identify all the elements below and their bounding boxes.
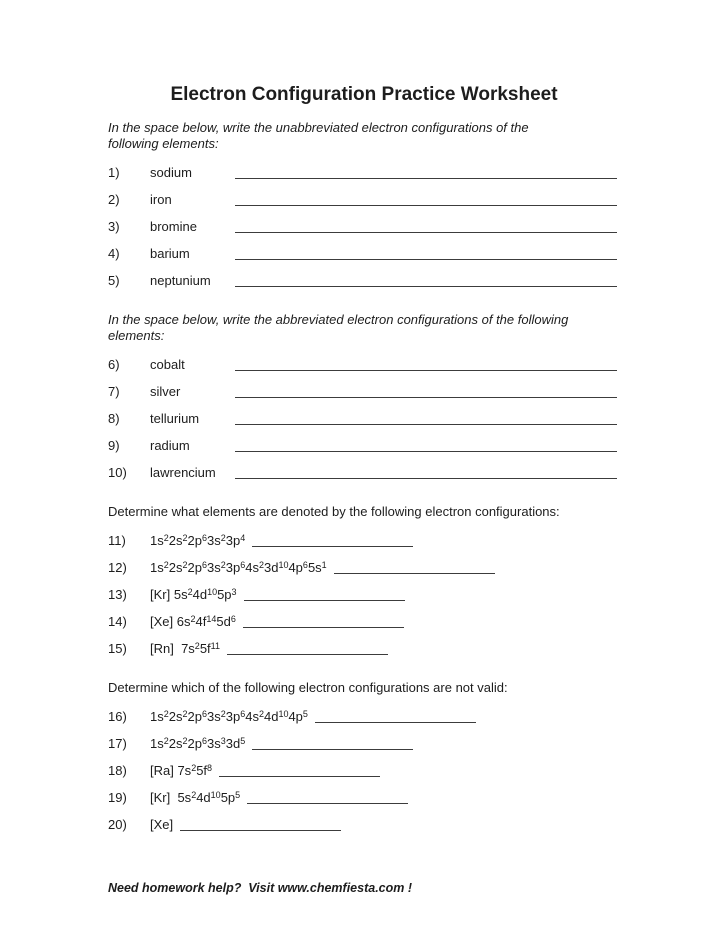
answer-line — [235, 439, 617, 452]
answer-line — [252, 534, 413, 547]
superscript-electron-count: 2 — [182, 559, 188, 570]
superscript-electron-count: 2 — [163, 708, 169, 719]
element-name: radium — [150, 438, 190, 453]
question-number: 3) — [108, 219, 120, 234]
question-number: 4) — [108, 246, 120, 261]
orbital-text: 4d — [192, 587, 208, 602]
orbital-text: 3s — [206, 533, 221, 548]
orbital-text: 2s — [168, 709, 183, 724]
answer-line — [180, 818, 341, 831]
orbital-text: 2p — [187, 709, 202, 724]
question-row — [108, 164, 617, 179]
answer-line — [235, 220, 617, 233]
superscript-electron-count: 2 — [182, 735, 188, 746]
superscript-electron-count: 3 — [220, 735, 226, 746]
orbital-text: [Kr] 5s — [150, 587, 188, 602]
orbital-text: 5p — [220, 790, 236, 805]
question-number: 12) — [108, 560, 127, 575]
electron-configuration — [150, 736, 245, 753]
question-number: 1) — [108, 165, 120, 180]
answer-line — [235, 466, 617, 479]
instruction-text: In the space below, write the abbreviated electron configurations of the following — [108, 312, 569, 327]
orbital-text: [Xe] 6s — [150, 614, 191, 629]
superscript-electron-count: 4 — [240, 532, 246, 543]
orbital-text: 1s — [150, 736, 164, 751]
element-name: barium — [150, 246, 190, 261]
electron-configuration — [150, 560, 327, 577]
answer-line — [235, 385, 617, 398]
orbital-text: 3d — [263, 560, 279, 575]
orbital-text: [Ra] 7s — [150, 763, 192, 778]
orbital-text: 4p — [288, 709, 303, 724]
superscript-electron-count: 6 — [201, 735, 207, 746]
electron-configuration — [150, 533, 245, 550]
superscript-electron-count: 6 — [201, 532, 207, 543]
question-row — [108, 218, 617, 233]
worksheet-section — [108, 680, 617, 831]
question-number: 13) — [108, 587, 127, 602]
orbital-text: [Rn] 7s — [150, 641, 195, 656]
question-row — [108, 559, 617, 574]
orbital-text: 4s — [245, 560, 259, 575]
worksheet-body — [108, 120, 617, 895]
instruction-text: Determine which of the following electron configurations are not valid: — [108, 680, 508, 695]
superscript-electron-count: 2 — [190, 613, 196, 624]
worksheet-section — [108, 312, 617, 479]
question-row — [108, 613, 617, 628]
answer-line — [219, 764, 380, 777]
element-name: silver — [150, 384, 181, 399]
question-number: 6) — [108, 357, 120, 372]
element-name: iron — [150, 192, 172, 207]
question-row — [108, 789, 617, 804]
electron-configuration — [150, 641, 220, 658]
superscript-electron-count: 6 — [302, 559, 308, 570]
orbital-text: 5f — [196, 763, 208, 778]
question-row — [108, 708, 617, 723]
orbital-text: 1s — [150, 533, 164, 548]
question-row — [108, 356, 617, 371]
orbital-text: 2s — [168, 560, 183, 575]
answer-line — [235, 193, 617, 206]
orbital-text: 3p — [225, 560, 241, 575]
orbital-text: 4d — [196, 790, 211, 805]
superscript-electron-count: 6 — [240, 559, 246, 570]
superscript-electron-count: 3 — [231, 586, 237, 597]
superscript-electron-count: 10 — [210, 789, 221, 800]
electron-configuration — [150, 790, 240, 807]
orbital-text: 2s — [168, 533, 183, 548]
footer-note: Need homework help? Visit www.chemfiesta.com ! — [108, 881, 413, 895]
orbital-text: 5f — [199, 641, 211, 656]
superscript-electron-count: 5 — [240, 735, 246, 746]
orbital-text: 3s — [206, 709, 221, 724]
question-number: 2) — [108, 192, 120, 207]
orbital-text: 1s — [150, 709, 164, 724]
question-number: 11) — [108, 533, 126, 548]
superscript-electron-count: 6 — [201, 559, 207, 570]
section-instructions — [108, 120, 617, 152]
orbital-text: 5d — [216, 614, 231, 629]
answer-line — [252, 737, 413, 750]
superscript-electron-count: 2 — [258, 559, 264, 570]
question-row — [108, 816, 617, 831]
orbital-text: 5p — [217, 587, 232, 602]
question-row — [108, 532, 617, 547]
superscript-electron-count: 2 — [163, 735, 169, 746]
question-number: 17) — [108, 736, 127, 751]
superscript-electron-count: 14 — [206, 613, 217, 624]
superscript-electron-count: 6 — [240, 708, 246, 719]
element-name: sodium — [150, 165, 192, 180]
superscript-electron-count: 2 — [194, 640, 200, 651]
superscript-electron-count: 6 — [201, 708, 207, 719]
answer-line — [235, 166, 617, 179]
question-row — [108, 272, 617, 287]
question-number: 20) — [108, 817, 127, 832]
answer-line — [235, 247, 617, 260]
orbital-text: 2p — [187, 533, 202, 548]
superscript-electron-count: 2 — [182, 708, 188, 719]
orbital-text: 2s — [168, 736, 183, 751]
superscript-electron-count: 2 — [220, 559, 226, 570]
orbital-text: 2p — [187, 736, 202, 751]
orbital-text: [Kr] 5s — [150, 790, 192, 805]
answer-line — [243, 615, 404, 628]
question-number: 5) — [108, 273, 120, 288]
section-instructions — [108, 504, 617, 520]
question-row — [108, 735, 617, 750]
orbital-text: 4d — [263, 709, 279, 724]
superscript-electron-count: 10 — [207, 586, 218, 597]
answer-line — [235, 358, 617, 371]
question-row — [108, 586, 617, 601]
question-number: 14) — [108, 614, 127, 629]
instruction-text: elements: — [108, 328, 165, 343]
question-row — [108, 464, 617, 479]
superscript-electron-count: 2 — [191, 789, 197, 800]
question-row — [108, 191, 617, 206]
question-row — [108, 437, 617, 452]
element-name: neptunium — [150, 273, 211, 288]
orbital-text: 1s — [150, 560, 164, 575]
orbital-text: 3d — [225, 736, 241, 751]
superscript-electron-count: 2 — [191, 762, 197, 773]
question-number: 8) — [108, 411, 120, 426]
question-number: 15) — [108, 641, 127, 656]
superscript-electron-count: 2 — [163, 532, 169, 543]
instruction-text: In the space below, write the unabbreviated electron configurations of the — [108, 120, 529, 135]
answer-line — [235, 412, 617, 425]
element-name: cobalt — [150, 357, 185, 372]
answer-line — [247, 791, 408, 804]
orbital-text: 3s — [206, 736, 221, 751]
orbital-text: 4p — [288, 560, 303, 575]
answer-line — [244, 588, 405, 601]
section-instructions — [108, 312, 617, 344]
worksheet-section — [108, 120, 617, 287]
orbital-text: 3p — [225, 709, 241, 724]
electron-configuration — [150, 587, 237, 604]
electron-configuration — [150, 817, 173, 832]
element-name: bromine — [150, 219, 197, 234]
orbital-text: 3p — [225, 533, 241, 548]
superscript-electron-count: 2 — [220, 532, 226, 543]
superscript-electron-count: 2 — [258, 708, 264, 719]
question-number: 7) — [108, 384, 120, 399]
question-number: 19) — [108, 790, 127, 805]
question-sections — [108, 120, 617, 831]
superscript-electron-count: 8 — [207, 762, 213, 773]
superscript-electron-count: 11 — [210, 640, 220, 651]
question-number: 9) — [108, 438, 120, 453]
orbital-text: 3s — [206, 560, 221, 575]
orbital-text: 4f — [195, 614, 207, 629]
answer-line — [227, 642, 388, 655]
worksheet-section — [108, 504, 617, 655]
electron-configuration — [150, 763, 212, 780]
superscript-electron-count: 10 — [278, 559, 289, 570]
superscript-electron-count: 6 — [230, 613, 236, 624]
question-row — [108, 640, 617, 655]
section-instructions — [108, 680, 617, 696]
question-row — [108, 245, 617, 260]
superscript-electron-count: 10 — [278, 708, 289, 719]
superscript-electron-count: 5 — [302, 708, 308, 719]
question-row — [108, 410, 617, 425]
superscript-electron-count: 2 — [220, 708, 226, 719]
question-row — [108, 762, 617, 777]
element-name: lawrencium — [150, 465, 216, 480]
question-number: 18) — [108, 763, 127, 778]
superscript-electron-count: 5 — [235, 789, 241, 800]
superscript-electron-count: 2 — [182, 532, 188, 543]
question-number: 10) — [108, 465, 127, 480]
instruction-text: Determine what elements are denoted by the following electron configurations: — [108, 504, 560, 519]
answer-line — [235, 274, 617, 287]
superscript-electron-count: 2 — [187, 586, 193, 597]
question-row — [108, 383, 617, 398]
electron-configuration — [150, 709, 308, 726]
orbital-text: 4s — [245, 709, 259, 724]
orbital-text: 5s — [307, 560, 322, 575]
orbital-text: [Xe] — [150, 817, 174, 832]
answer-line — [315, 710, 476, 723]
superscript-electron-count: 1 — [321, 559, 327, 570]
element-name: tellurium — [150, 411, 200, 426]
answer-line — [334, 561, 495, 574]
orbital-text: 2p — [187, 560, 202, 575]
page-title: Electron Configuration Practice Worksheet — [170, 84, 558, 105]
question-number: 16) — [108, 709, 127, 724]
superscript-electron-count: 2 — [163, 559, 169, 570]
instruction-text: following elements: — [108, 136, 219, 151]
electron-configuration — [150, 614, 236, 631]
